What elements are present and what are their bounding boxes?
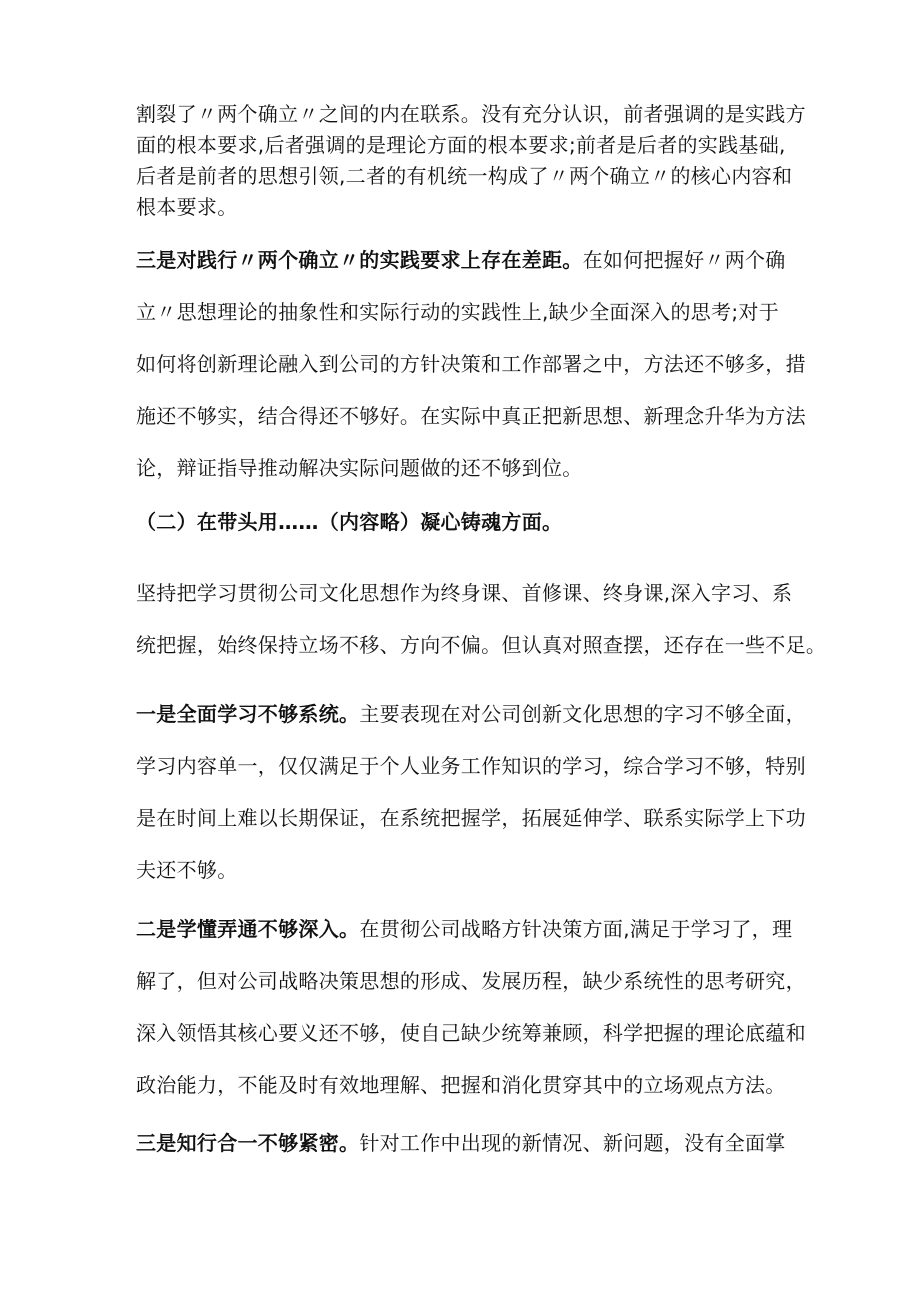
paragraph-point-three-practice	[136, 234, 806, 494]
text-line: 夫还不够。	[136, 858, 238, 882]
paragraph-point-one	[136, 688, 806, 896]
lead-sentence: 三是知行合一不够紧密。	[136, 1131, 360, 1155]
text-line: 一是全面学习不够系统。主要表现在对公司创新文化思想的字习不够全面，	[136, 702, 806, 726]
text-line: 立〃思想理论的抽象性和实际行动的实践性上,缺少全面深入的思考;对于	[136, 300, 779, 324]
paragraph-point-three-knowledge	[136, 1117, 791, 1169]
text-line: 后者是前者的思想引领,二者的有机统一构成了〃两个确立〃的核心内容和	[136, 164, 793, 188]
text-line: 施还不够实，结合得还不够好。在实际中真正把新思想、新理念升华为方法	[136, 404, 806, 428]
text-line: 深入领悟其核心要义还不够，使自己缺少统筹兼顾，科学把握的理论底蕴和	[136, 1021, 806, 1045]
paragraph-continuation	[136, 99, 806, 223]
text-line: 如何将创新理论融入到公司的方针决策和工作部署之中，方法还不够多，措	[136, 352, 806, 376]
text-line: 三是知行合一不够紧密。针对工作中出现的新情况、新问题，没有全面掌	[136, 1131, 786, 1155]
text-line: 二是学懂弄通不够深入。在贯彻公司战略方针决策方面,满足于学习了，理	[136, 917, 793, 941]
text-line: 割裂了〃两个确立〃之间的内在联系。没有充分认识，前者强调的是实践方	[136, 102, 806, 126]
text-line: 论，辩证指导推动解决实际问题做的还不够到位。	[136, 456, 583, 480]
text-line: 根本要求。	[136, 195, 238, 219]
paragraph-intro	[136, 567, 827, 671]
text-line: 解了，但对公司战略决策思想的形成、发展历程，缺少系统性的思考研究，	[136, 969, 806, 993]
text-line: 学习内容单一，仅仅满足于个人业务工作知识的学习，综合学习不够，特别	[136, 754, 806, 778]
lead-sentence: 二是学懂弄通不够深入。	[136, 917, 360, 941]
paragraph-point-two	[136, 903, 806, 1111]
text-line: 坚持把学习贯彻公司文化思想作为终身课、首修课、终身课,深入字习、系	[136, 581, 793, 605]
text-line: 政治能力，不能及时有效地理解、把握和消化贯穿其中的立场观点方法。	[136, 1073, 786, 1097]
text-line: 是在时间上难以长期保证，在系统把握学，拓展延伸学、联系实际学上下功	[136, 806, 806, 830]
text-line: 三是对践行〃两个确立〃的实践要求上存在差距。在如何把握好〃两个确	[136, 248, 786, 272]
lead-sentence: 三是对践行〃两个确立〃的实践要求上存在差距。	[136, 248, 583, 272]
lead-sentence: 一是全面学习不够系统。	[136, 702, 360, 726]
text-line: 统把握，始终保持立场不移、方向不偏。但认真对照查摆，还存在一些不足。	[136, 633, 827, 657]
section-heading: （二）在带头用……（内容略）凝心铸魂方面。	[136, 510, 563, 534]
text-line: 面的根本要求,后者强调的是理论方面的根本要求;前者是后者的实践基础,	[136, 133, 786, 157]
